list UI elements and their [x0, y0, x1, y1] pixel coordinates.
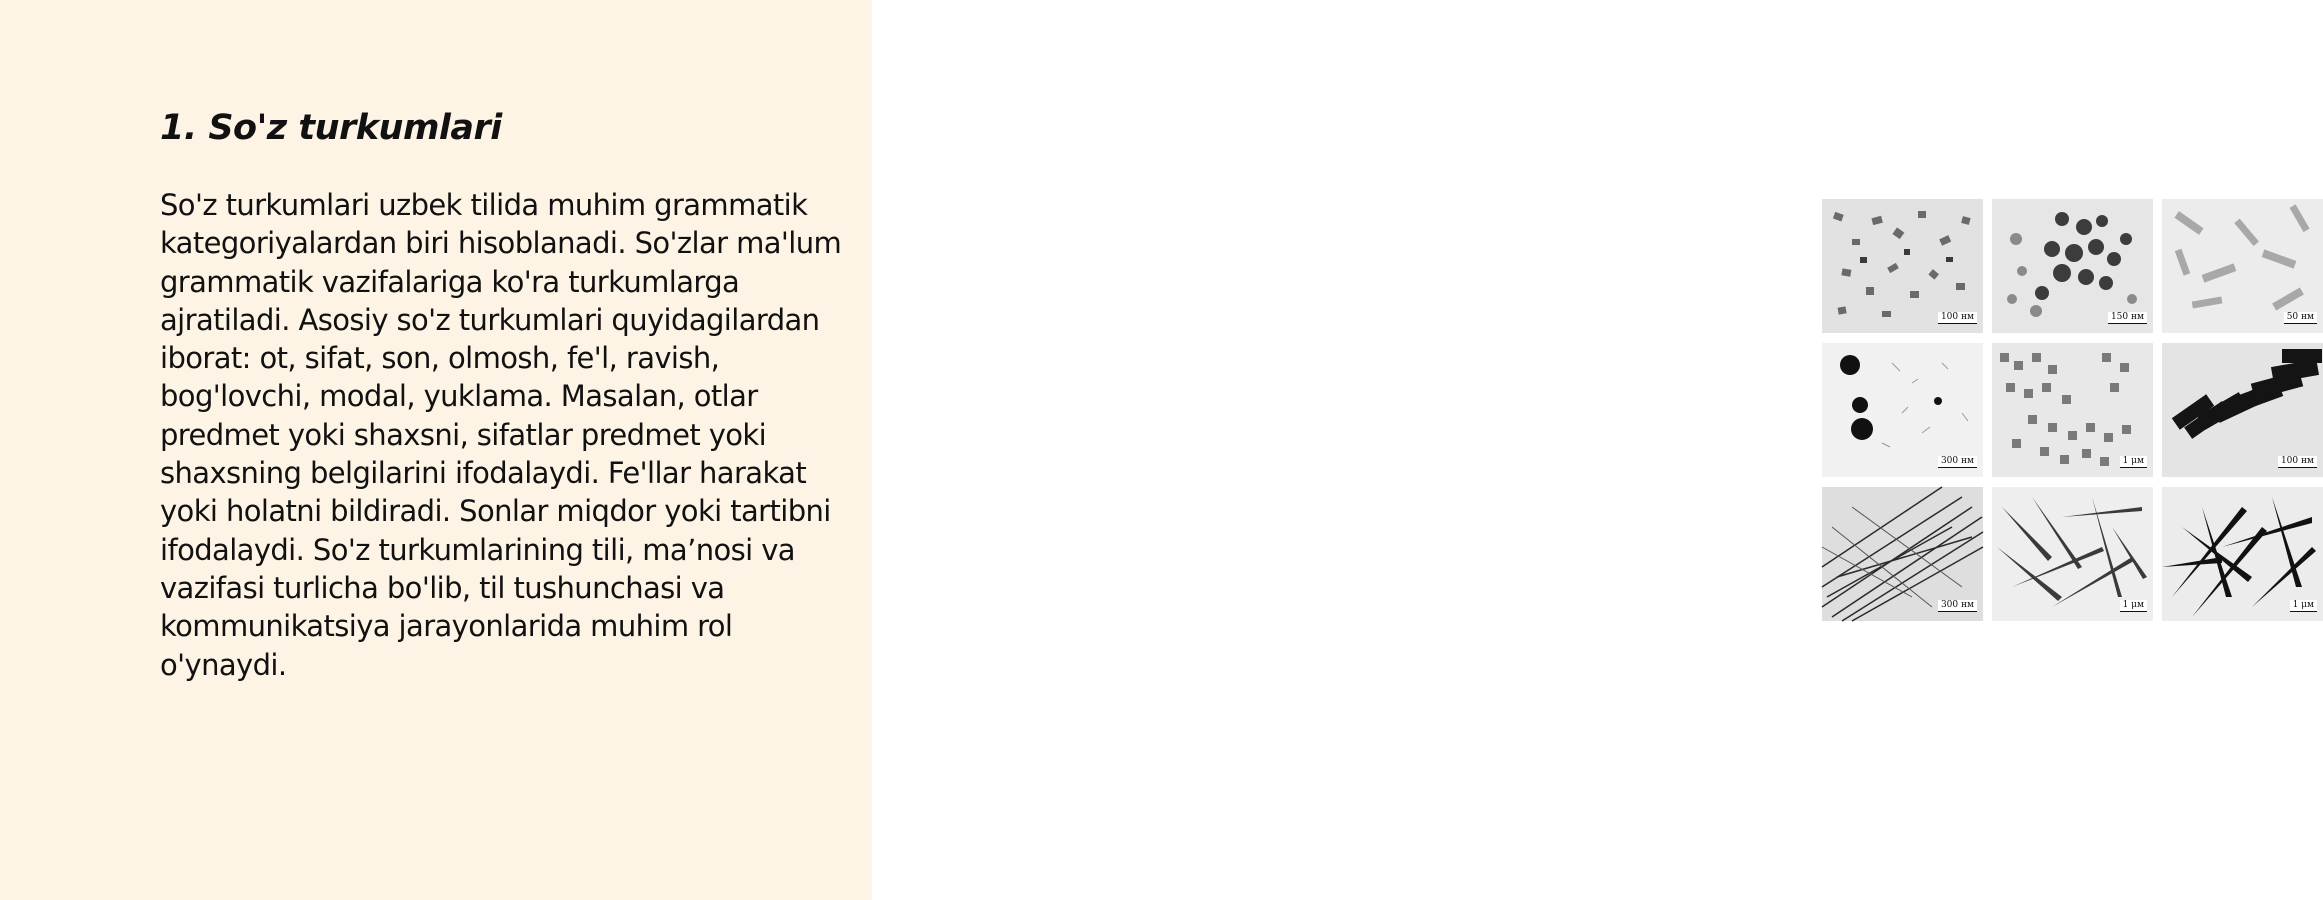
micrograph-grid	[1822, 199, 2323, 621]
micrograph-4	[1822, 343, 1983, 477]
image-panel	[872, 0, 2314, 900]
micrograph-2	[1992, 199, 2153, 333]
scale-bar-label: 100 нм	[2278, 456, 2317, 468]
scale-bar-label: 1 μм	[2120, 456, 2147, 468]
slide-paragraph: So'z turkumlari uzbek tilida muhim grammatik kategoriyalardan biri hisoblanadi. So'zlar ma'lum grammatik vazifalariga ko'ra turkumlarga ajratiladi. Asosiy so'z turkumlari quyidagilardan iborat: ot, sifat, son, olmosh, fe'l, ravish, bog'lovchi, modal, yuklama. Masalan, otlar predmet yoki shaxsni, sifatlar predmet yoki shaxsning belgilarini ifodalaydi. Fe'llar harakat yoki holatni bildiradi. Sonlar miqdor yoki tartibni ifodalaydi. So'z turkumlarining tili, ma’nosi va vazifasi turlicha bo'lib, til tushunchasi va kommunikatsiya jarayonlarida muhim rol o'ynaydi.	[160, 188, 842, 682]
scale-bar-label: 1 μм	[2120, 600, 2147, 612]
micrograph-5	[1992, 343, 2153, 477]
micrograph-7	[1822, 487, 1983, 621]
scale-bar-label: 100 нм	[1938, 312, 1977, 324]
scale-bar-label: 300 нм	[1938, 456, 1977, 468]
micrograph-9	[2162, 487, 2323, 621]
micrograph-6	[2162, 343, 2323, 477]
micrograph-1	[1822, 199, 1983, 333]
scale-bar-label: 50 нм	[2284, 312, 2317, 324]
text-panel	[0, 0, 872, 900]
scale-bar-label: 300 нм	[1938, 600, 1977, 612]
slide-title: 1. So'z turkumlari	[160, 108, 502, 148]
micrograph-8	[1992, 487, 2153, 621]
scale-bar-label: 150 нм	[2108, 312, 2147, 324]
scale-bar-label: 1 μм	[2290, 600, 2317, 612]
micrograph-3	[2162, 199, 2323, 333]
